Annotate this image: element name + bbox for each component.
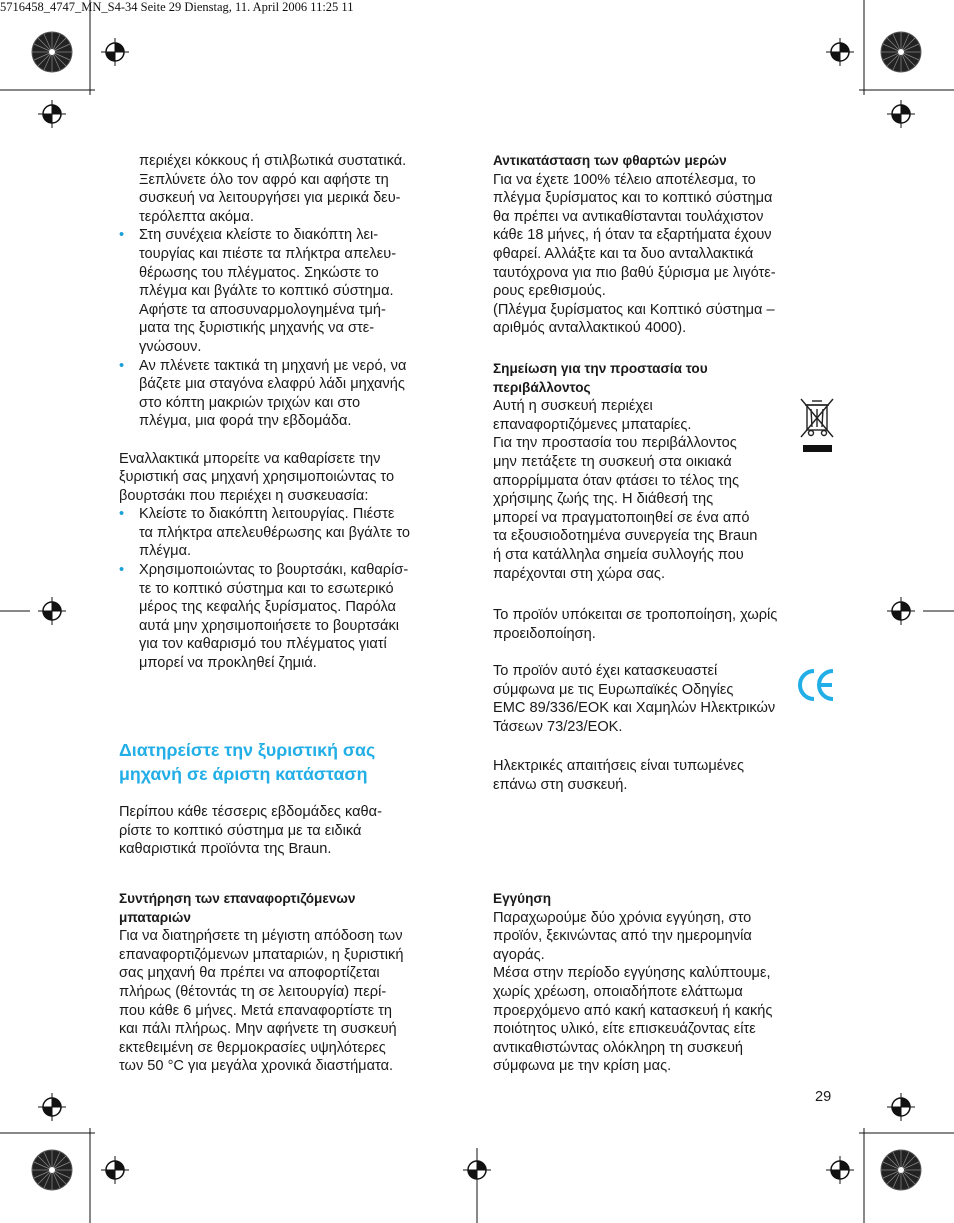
section-paragraph: Περίπου κάθε τέσσερις εβδομάδες καθα- ρίστε το κοπτικό σύστημα με τα ειδικά καθαριστικά προϊόντα της Braun.	[119, 804, 382, 858]
replacement-heading: Αντικατάσταση των φθαρτών μερών	[493, 153, 727, 168]
page-number: 29	[815, 1089, 832, 1105]
environment-heading: Σημείωση για την προστασία του περιβάλλοντος	[493, 361, 708, 395]
intro-paragraph: περιέχει κόκκους ή στιλβωτικά συστατικά. Ξεπλύνετε όλο τον αφρό και αφήστε τη συσκευή να λειτουργήσει για μερικά δευ- τερόλεπτα ακόμα.	[139, 153, 407, 225]
alternative-paragraph: Εναλλακτικά μπορείτε να καθαρίσετε την ξυριστική σας μηχανή χρησιμοποιώντας το βουρτσάκι που περιέχει η συσκευασία:	[119, 450, 395, 504]
section-heading: Διατηρείστε την ξυριστική σας μηχανή σε άριστη κατάσταση	[119, 740, 376, 784]
electrical-requirements: Ηλεκτρικές απαιτήσεις είναι τυπωμένες επάνω στη συσκευή.	[493, 758, 745, 793]
replacement-section: Αντικατάσταση των φθαρτών μερών Για να έχετε 100% τέλειο αποτέλεσμα, το πλέγμα ξυρίσματος και το κοπτικό σύστημα θα πρέπει να αντικαθίστανται τουλάχιστον κάθε 18 μήνες, ή όταν τα εξαρτήματα έχουν φθαρεί. Αλλάξτε και τα δυο ανταλλακτικά ταυτόχρονα για πιο βαθύ ξύρισμα με λιγότε- ρους ερεθισμούς. (Πλέγμα ξυρίσματος και Κοπτικό σύστημα – αριθμός ανταλλακτικού 4000).	[493, 152, 838, 338]
list-item: • Αν πλένετε τακτικά τη μηχανή με νερό, να βάζετε μια σταγόνα ελαφρύ λάδι μηχανής στο κόπτη μακριών τριχών και στο πλέγμα, μια φορά την εβδομάδα.	[119, 357, 464, 431]
list-item: • Κλείστε το διακόπτη λειτουργίας. Πιέστε τα πλήκτρα απελευθέρωσης και βγάλτε το πλέγμα.	[119, 505, 464, 561]
warranty-section: Εγγύηση Παραχωρούμε δύο χρόνια εγγύηση, στο προϊόν, ξεκινώντας από την ημερομηνία αγοράς. Μέσα στην περίοδο εγγύησης καλύπτουμε, χωρίς χρέωση, οποιαδήποτε ελάττωμα προερχόμενο από κακή κατασκευή ή κακής ποιότητος υλικό, είτε επισκευάζοντας είτε αντικαθιστώντας ολόκληρη τη συσκευή σύμφωνα με την κρίση μας.	[493, 890, 838, 1076]
warranty-heading: Εγγύηση	[493, 891, 552, 906]
list-item: • Στη συνέχεια κλείστε το διακόπτη λει- τουργίας και πιέστε τα πλήκτρα απελευ- θέρωσης του πλέγματος. Σηκώστε το πλέγμα και βγάλτε το κοπτικό σύστημα. Αφήστε τα αποσυναρμολογημένα τμή- ματα της ξυριστικής μηχανής να στε- γνώσουν.	[119, 226, 464, 356]
environment-section: Σημείωση για την προστασία του περιβάλλοντος Αυτή η συσκευή περιέχει επαναφορτιζόμενες μπαταρίες. Για την προστασία του περιβάλλοντος μην πετάξετε τη συσκευή στα οικιακά απορρίμματα όταν φτάσει το τέλος της χρήσιμης ζωής της. Η διάθεσή της μπορεί να πραγματοποιηθεί σε ένα από τα εξουσιοδοτημένα συνεργεία της Braun ή στα κατάλληλα σημεία συλλογής που παρέχονται στη χώρα σας.	[493, 360, 838, 583]
list-item: • Χρησιμοποιώντας το βουρτσάκι, καθαρίσ- τε το κοπτικό σύστημα και το εσωτερικό μέρος της κεφαλής ξυρίσματος. Παρόλα αυτά μην χρησιμοποιήσετε το βουρτσάκι για τον καθαρισμό του πλέγματος γιατί μπορεί να προκληθεί ζημιά.	[119, 561, 464, 673]
print-slug: 5716458_4747_MN_S4-34 Seite 29 Dienstag, 11. April 2006 11:25 11	[0, 0, 354, 14]
battery-section: Συντήρηση των επαναφορτιζόμενων μπαταριών Για να διατηρήσετε τη μέγιστη απόδοση των επαναφορτιζόμενων μπαταριών, η ξυριστική σας μηχανή θα πρέπει να αποφορτίζεται πλήρως (θέτοντάς τη σε λειτουργία) περί- που κάθε 6 μήνες. Μετά επαναφορτίστε τη και πάλι πλήρως. Μην αφήνετε τη συσκευή εκτεθειμένη σε θερμοκρασίες υψηλότερες των 50 °C για μεγάλα χρονικά διαστήματα.	[119, 890, 464, 1076]
battery-heading: Συντήρηση των επαναφορτιζόμενων μπαταριών	[119, 891, 356, 925]
registration-mark-icon	[38, 38, 915, 1184]
ce-conformity: Το προϊόν αυτό έχει κατασκευαστεί σύμφωνα με τις Ευρωπαϊκές Οδηγίες EMC 89/336/ΕΟΚ και Χαμηλών Ηλεκτρικών Τάσεων 73/23/ΕΟΚ.	[493, 663, 776, 735]
change-notice: Το προϊόν υπόκειται σε τροποποίηση, χωρίς προειδοποίηση.	[493, 607, 778, 642]
